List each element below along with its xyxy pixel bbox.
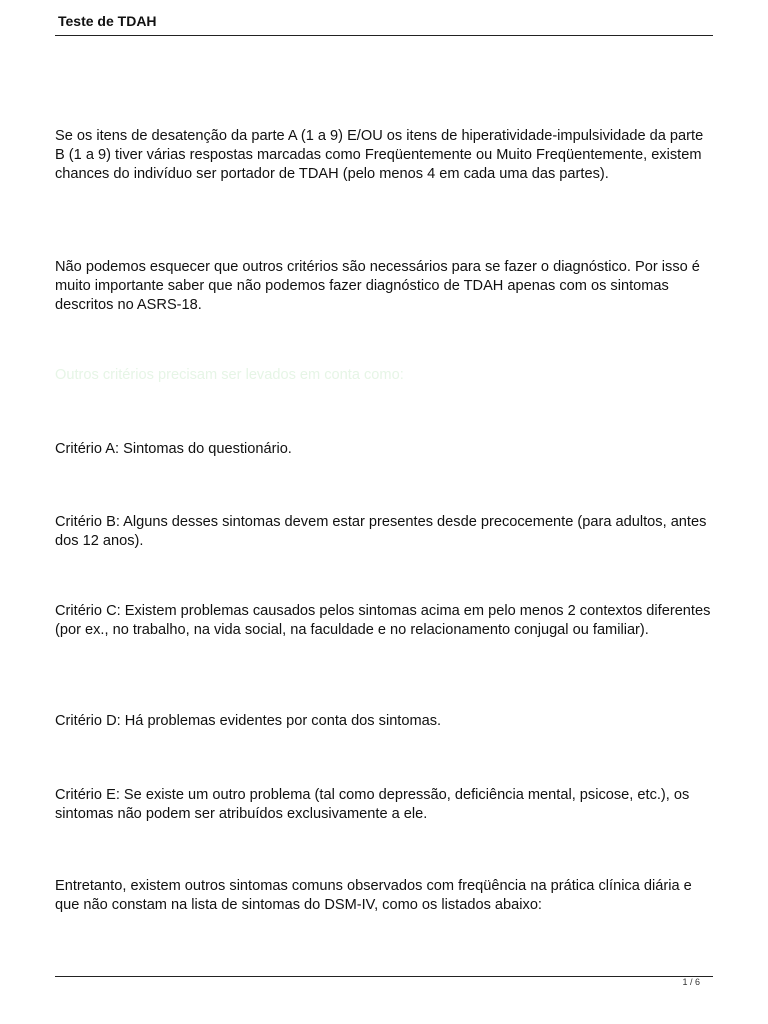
header-divider: [55, 35, 713, 36]
paragraph-other-symptoms: Entretanto, existem outros sintomas comuns observados com freqüência na prática clínica diária e que não constam na lista de sintomas do DSM-IV, como os listados abaixo:: [55, 878, 692, 913]
paragraph-other-criteria-heading: Outros critérios precisam ser levados em conta como:: [55, 367, 404, 383]
page-number: 1 / 6: [682, 977, 700, 987]
paragraph-criterio-b: Critério B: Alguns desses sintomas devem estar presentes desde precocemente (para adultos, antes dos 12 anos).: [55, 514, 707, 549]
page-header-title: Teste de TDAH: [58, 13, 157, 29]
paragraph-criterio-d: Critério D: Há problemas evidentes por conta dos sintomas.: [55, 713, 442, 729]
paragraph-desatencao-criteria: Se os itens de desatenção da parte A (1 a 9) E/OU os itens de hiperatividade-impulsividade da parte B (1 a 9) tiver várias respostas marcadas como Freqüentemente ou Muito Freqüentemente, existem chances do indivíduo ser portador de TDAH (pelo menos 4 em cada uma das partes).: [55, 128, 704, 182]
paragraph-diagnosis-note: Não podemos esquecer que outros critérios são necessários para se fazer o diagnóstico. Por isso é muito importante saber que não podemos fazer diagnóstico de TDAH apenas com os sintomas descritos no ASRS-18.: [55, 259, 700, 313]
paragraph-criterio-c: Critério C: Existem problemas causados pelos sintomas acima em pelo menos 2 contextos diferentes (por ex., no trabalho, na vida social, na faculdade e no relacionamento conjugal ou familiar).: [55, 603, 711, 638]
paragraph-criterio-e: Critério E: Se existe um outro problema (tal como depressão, deficiência mental, psicose, etc.), os sintomas não podem ser atribuídos exclusivamente a ele.: [55, 787, 690, 822]
paragraph-criterio-a: Critério A: Sintomas do questionário.: [55, 441, 292, 457]
footer-divider: [55, 976, 713, 977]
